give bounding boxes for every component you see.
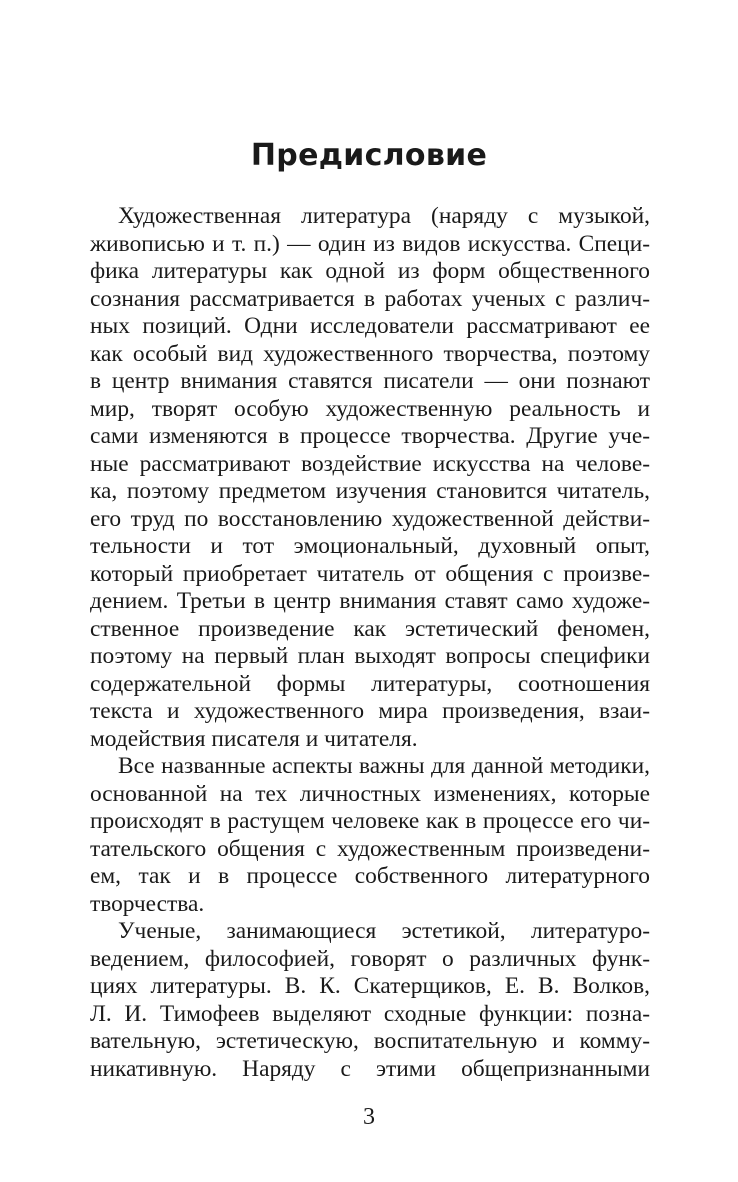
text-line: сознания рассматривается в работах ученых с различ- — [90, 285, 650, 312]
paragraph — [90, 203, 650, 753]
text-line: основанной на тех личностных изменениях, которые — [90, 780, 650, 807]
text-line: Художественная литература (наряду с музыкой, — [118, 203, 650, 229]
text-line: живописью и т. п.) — один из видов искусства. Специ- — [90, 230, 650, 257]
page-number: 3 — [363, 1104, 375, 1130]
text-line: ственное произведение как эстетический феномен, — [90, 615, 650, 642]
text-line: никативную. Наряду с этими общепризнанными — [90, 1055, 650, 1082]
text-line: происходят в растущем человеке как в процессе его чи- — [90, 808, 650, 834]
body-text — [90, 203, 650, 1083]
text-line: фика литературы как одной из форм общественного — [90, 258, 650, 284]
text-line: ем, так и в процессе собственного литературного — [90, 863, 650, 889]
text-line: который приобретает читатель от общения с произве- — [90, 560, 650, 587]
text-line: циях литературы. В. К. Скатерщиков, Е. В. Волков, — [90, 973, 650, 999]
text-line: дением. Третьи в центр внимания ставят само художе- — [90, 588, 650, 614]
text-line: сами изменяются в процессе творчества. Другие уче- — [90, 423, 650, 449]
text-line: в центр внимания ставятся писатели — они познают — [90, 368, 650, 394]
text-line: ка, поэтому предметом изучения становится читатель, — [90, 478, 650, 504]
text-line: тельности и тот эмоциональный, духовный опыт, — [90, 533, 650, 559]
text-line: текста и художественного мира произведения, взаи- — [90, 698, 650, 724]
page-title: Предисловие — [250, 138, 488, 173]
text-line: Л. И. Тимофеев выделяют сходные функции: позна- — [90, 1000, 650, 1027]
paragraph — [90, 753, 650, 918]
paragraph — [90, 918, 650, 1083]
text-line: мир, творят особую художественную реальность и — [90, 395, 650, 422]
text-line: ные рассматривают воздействие искусства на челове- — [90, 450, 650, 477]
text-line: как особый вид художественного творчества, поэтому — [90, 340, 650, 367]
text-line: его труд по восстановлению художественной действи- — [90, 505, 650, 532]
text-line: Ученые, занимающиеся эстетикой, литературо- — [118, 918, 650, 944]
text-line: модействия писателя и читателя. — [90, 725, 418, 752]
text-line: творчества. — [90, 890, 205, 917]
text-line: тательского общения с художественным произведени- — [90, 835, 650, 862]
text-line: Все названные аспекты важны для данной методики, — [118, 753, 650, 779]
text-line: содержательной формы литературы, соотношения — [90, 670, 650, 697]
text-line: ведением, философией, говорят о различных функ- — [90, 945, 650, 972]
text-line: вательную, эстетическую, воспитательную и комму- — [90, 1028, 650, 1054]
text-line: поэтому на первый план выходят вопросы специфики — [90, 643, 650, 669]
text-line: ных позиций. Одни исследователи рассматривают ее — [90, 313, 650, 339]
